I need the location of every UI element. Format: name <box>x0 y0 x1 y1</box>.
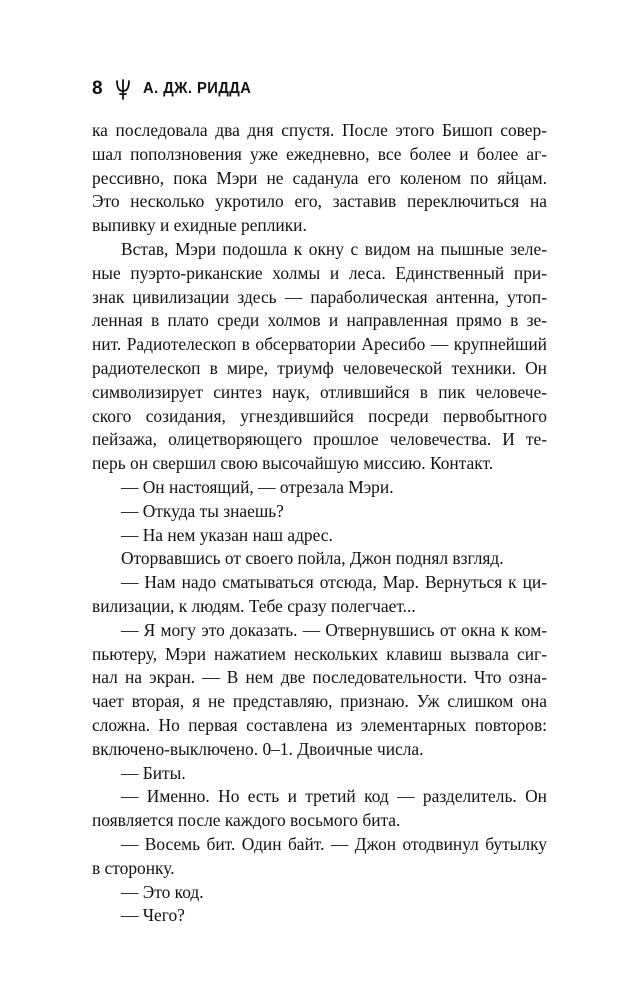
text-line: Встав, Мэри подошла к окну с видом на пышные зеле- <box>121 238 547 259</box>
text-line: знак цивилизации здесь — параболическая антенна, утоп- <box>92 286 547 307</box>
text-line: в сторонку. <box>92 857 175 878</box>
text-line: пьютеру, Мэри нажатием нескольких клавиш вызвала сиг- <box>92 643 547 664</box>
text-line: включено-выключено. 0–1. Двоичные числа. <box>92 738 424 759</box>
text-line: сложна. Но первая составлена из элементарных повторов: <box>92 714 547 735</box>
text-line: — Биты. <box>121 762 186 783</box>
text-line: ные пуэрто-риканские холмы и леса. Единственный при- <box>92 262 547 283</box>
text-line: нит. Радиотелескоп в обсерватории Аресибо — крупнейший <box>92 334 547 355</box>
trident-icon <box>115 77 131 101</box>
text-line: выпивку и ехидные реплики. <box>92 215 307 236</box>
text-line: — Чего? <box>121 905 185 926</box>
body-text <box>92 119 547 928</box>
text-line: Это несколько укротило его, заставив переключиться на <box>92 191 547 212</box>
running-head: А. ДЖ. РИДДА <box>142 80 251 97</box>
text-line: — Именно. Но есть и третий код — разделитель. Он <box>121 786 547 807</box>
text-line: нал на экран. — В нем две последовательности. Что озна- <box>92 667 547 688</box>
text-line: ленная в плато среди холмов и направленная прямо в зе- <box>92 310 547 331</box>
text-line: символизирует синтез наук, отлившийся в пик человече- <box>92 381 547 402</box>
text-line: появляется после каждого восьмого бита. <box>92 810 401 831</box>
text-line: вилизации, к людям. Тебе сразу полегчает... <box>92 595 416 616</box>
text-line: Оторвавшись от своего пойла, Джон поднял взгляд. <box>121 548 504 569</box>
text-line: ского созидания, угнездившийся посреди первобытного <box>92 405 547 426</box>
text-line: рессивно, пока Мэри не саданула его коленом по яйцам. <box>92 167 547 188</box>
text-line: ка последовала два дня спустя. После этого Бишоп совер- <box>92 120 547 140</box>
page-number: 8 <box>92 78 103 99</box>
text-line: чает вторая, я не представляю, признаю. Уж слишком она <box>92 691 547 712</box>
text-line: — Восемь бит. Один байт. — Джон отодвинул бутылку <box>121 833 547 854</box>
running-header <box>92 74 260 104</box>
text-line: радиотелескоп в мире, триумф человеческой техники. Он <box>92 357 547 378</box>
text-line: — Он настоящий, — отрезала Мэри. <box>121 476 394 497</box>
text-line: — На нем указан наш адрес. <box>121 524 333 545</box>
text-line: — Нам надо сматываться отсюда, Мар. Вернуться к ци- <box>121 572 547 593</box>
text-line: шал поползновения уже ежедневно, все более и более аг- <box>92 143 547 164</box>
text-line: — Откуда ты знаешь? <box>121 500 284 521</box>
text-line: — Я могу это доказать. — Отвернувшись от окна к ком- <box>121 619 547 640</box>
text-line: — Это код. <box>121 881 204 902</box>
text-line: пейзажа, олицетворяющего прошлое человечества. И те- <box>92 429 547 450</box>
text-line: перь он свершил свою высочайшую миссию. Контакт. <box>92 453 494 474</box>
